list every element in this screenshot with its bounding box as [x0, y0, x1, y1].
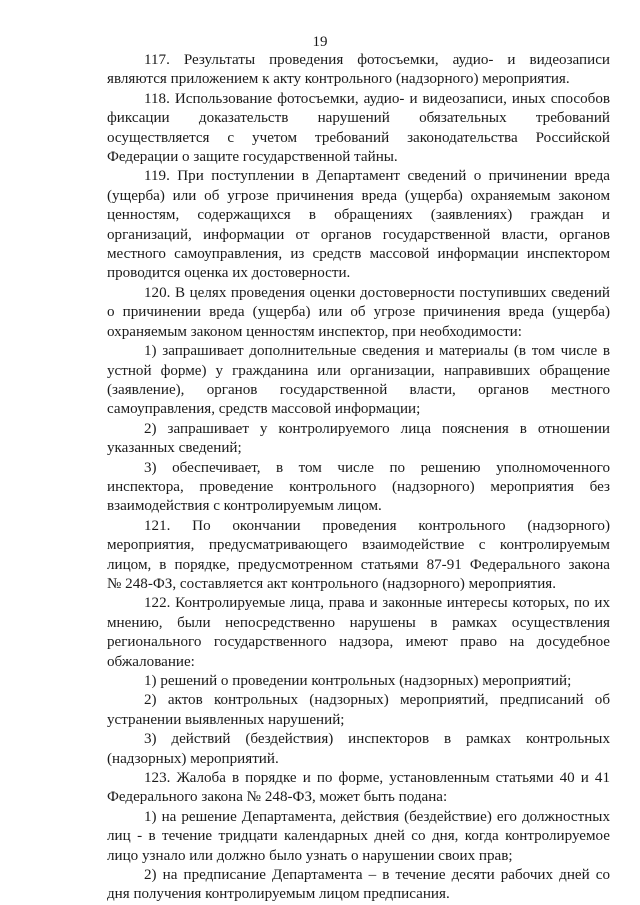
text-line: Федерации о защите государственной тайны.	[107, 149, 398, 166]
paragraph-p117	[107, 51, 610, 90]
paragraph-p122-1	[107, 672, 610, 691]
document-body	[107, 51, 610, 905]
paragraph-p121	[107, 517, 610, 595]
text-line: 3) обеспечивает, в том числе по решению уполномоченного	[144, 459, 610, 476]
text-line: № 248-ФЗ, составляется акт контрольного (надзорного) мероприятия.	[107, 575, 557, 592]
text-line: (ущерба) или об угрозе причинения вреда (ущерба) охраняемым законом	[107, 187, 610, 204]
text-line: лицом, в порядке, предусмотренном статьями 87-91 Федерального закона	[107, 556, 610, 573]
text-line: Федерального закона № 248-ФЗ, может быть подана:	[107, 789, 448, 806]
text-line: 123. Жалоба в порядке и по форме, установленным статьями 40 и 41	[144, 770, 610, 787]
paragraph-p123-2	[107, 866, 610, 905]
text-line: 1) решений о проведении контрольных (надзорных) мероприятий;	[144, 673, 572, 689]
paragraph-p120-3	[107, 459, 610, 517]
text-line: 2) на предписание Департамента – в течение десяти рабочих дней со	[144, 867, 610, 884]
text-line: инспектора, проведение контрольного (надзорного) мероприятия без	[107, 478, 610, 495]
text-line: самоуправления, средств массовой информации;	[107, 401, 421, 418]
text-line: 117. Результаты проведения фотосъемки, аудио- и видеозаписи	[144, 52, 610, 68]
text-line: 2) актов контрольных (надзорных) мероприятий, предписаний об	[144, 692, 610, 709]
text-line: фиксации доказательств нарушений обязательных требований	[107, 110, 610, 127]
paragraph-p123	[107, 769, 610, 808]
text-line: дня получения контролируемым лицом предписания.	[107, 886, 450, 903]
text-line: лицо узнало или должно было узнать о нарушении своих прав;	[107, 847, 513, 864]
paragraph-p120	[107, 284, 610, 342]
text-line: 121. По окончании проведения контрольного (надзорного)	[144, 517, 610, 534]
text-line: обжалование:	[107, 653, 195, 670]
page-number: 19	[312, 34, 328, 50]
text-line: 2) запрашивает у контролируемого лица пояснения в отношении	[144, 420, 610, 437]
text-line: устранении выявленных нарушений;	[107, 711, 345, 728]
text-line: 1) запрашивает дополнительные сведения и материалы (в том числе в	[144, 343, 610, 360]
text-line: 120. В целях проведения оценки достоверности поступивших сведений	[144, 284, 610, 301]
text-line: являются приложением к акту контрольного (надзорного) мероприятия.	[107, 71, 570, 88]
text-line: 122. Контролируемые лица, права и законные интересы которых, по их	[144, 595, 610, 612]
text-line: мнению, были непосредственно нарушены в рамках осуществления	[107, 614, 610, 631]
text-line: устной форме) у гражданина или организации, направивших обращение	[107, 362, 610, 379]
text-line: (заявление), органов государственной власти, органов местного	[107, 381, 610, 398]
paragraph-p120-1	[107, 342, 610, 420]
text-line: местного самоуправления, из средств массовой информации инспектором	[107, 246, 610, 263]
text-line: проводится оценка их достоверности.	[107, 265, 351, 282]
text-line: охраняемым законом ценностям инспектор, при необходимости:	[107, 323, 522, 340]
paragraph-p119	[107, 167, 610, 283]
text-line: 3) действий (бездействия) инспекторов в рамках контрольных	[144, 731, 610, 748]
paragraph-p120-2	[107, 420, 610, 459]
paragraph-p123-1	[107, 808, 610, 866]
text-line: ценностям, содержащихся в обращениях (заявлениях) граждан и	[107, 207, 610, 224]
text-line: лиц - в течение тридцати календарных дней со дня, когда контролируемое	[107, 828, 610, 845]
text-line: регионального государственного надзора, имеют право на досудебное	[107, 634, 610, 651]
text-line: 1) на решение Департамента, действия (бездействие) его должностных	[144, 808, 610, 825]
paragraph-p122	[107, 594, 610, 672]
text-line: мероприятия, предусматривающего взаимодействие с контролируемым	[107, 537, 610, 554]
text-line: взаимодействия с контролируемым лицом.	[107, 498, 382, 515]
paragraph-p118	[107, 90, 610, 168]
text-line: организаций, информации от органов государственной власти, органов	[107, 226, 610, 243]
text-line: 119. При поступлении в Департамент сведений о причинении вреда	[144, 168, 610, 185]
text-line: осуществляется с учетом требований законодательства Российской	[107, 129, 610, 146]
text-line: о причинении вреда (ущерба) или об угрозе причинения вреда (ущерба)	[107, 304, 610, 321]
text-line: указанных сведений;	[107, 440, 242, 457]
text-line: 118. Использование фотосъемки, аудио- и видеозаписи, иных способов	[144, 90, 610, 107]
paragraph-p122-3	[107, 730, 610, 769]
paragraph-p122-2	[107, 691, 610, 730]
text-line: (надзорных) мероприятий.	[107, 750, 279, 767]
